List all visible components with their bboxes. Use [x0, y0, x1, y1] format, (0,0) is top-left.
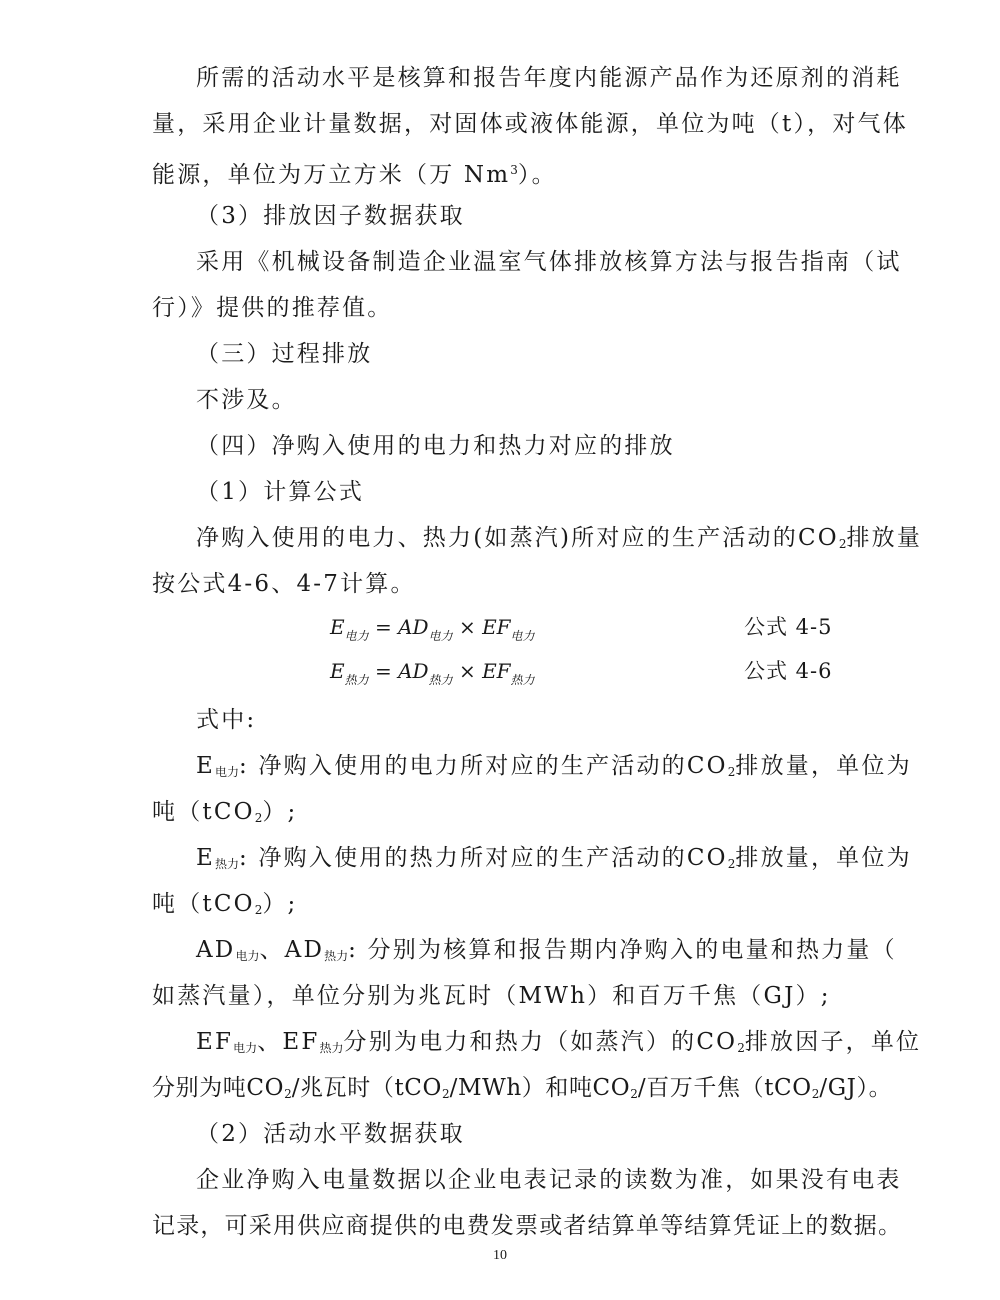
paragraph-line [196, 522, 923, 560]
subscript: 热力 [324, 949, 349, 963]
variable: AD [284, 937, 325, 963]
section-heading: （三）过程排放 [196, 341, 373, 367]
section-heading: （四）净购入使用的电力和热力对应的排放 [196, 433, 675, 459]
text-span: 排放因子，单位 [744, 1029, 922, 1055]
variable: AD [196, 937, 236, 963]
subscript: 2 [284, 1087, 292, 1101]
paragraph-line: 记录，可采用供应商提供的电费发票或者结算单等结算凭证上的数据。 [152, 1213, 903, 1239]
formula-times: × EF [452, 615, 511, 639]
definition-line [196, 750, 912, 788]
formula-label: 公式 4-6 [744, 659, 833, 683]
definition-line [196, 934, 897, 972]
subscript: 2 [441, 1087, 450, 1101]
text-span: /兆瓦时（tCO [291, 1075, 442, 1101]
variable: EF [196, 1029, 234, 1055]
paragraph-line: 量，采用企业计量数据，对固体或液体能源，单位为吨（t），对气体 [152, 111, 908, 137]
formula-electricity [330, 612, 535, 651]
text-span: ）。 [517, 162, 557, 188]
formula-subscript: 电力 [510, 629, 535, 643]
formula-subscript: 电力 [428, 629, 453, 643]
page-number: 10 [493, 1248, 507, 1263]
text-span: /MWh）和吨CO [449, 1075, 631, 1101]
subscript: 2 [737, 1041, 745, 1055]
section-heading: （3）排放因子数据获取 [196, 203, 465, 229]
formula-subscript: 电力 [344, 629, 369, 643]
superscript: 3 [510, 163, 518, 177]
text-span: 能源，单位为万立方米（万 Nm [152, 162, 511, 188]
formula-lhs: E [330, 615, 345, 639]
subscript: 电力 [215, 765, 240, 779]
subscript: 电力 [235, 949, 260, 963]
formula-subscript: 热力 [344, 673, 369, 687]
variable: E [196, 753, 215, 779]
definition-line [152, 796, 852, 834]
text-span: 吨（tCO [152, 891, 255, 917]
text-span: 吨（tCO [152, 799, 255, 825]
subscript: 2 [630, 1087, 638, 1101]
definition-line [196, 842, 912, 880]
text-span: /百万千焦（tCO [637, 1075, 812, 1101]
definition-line [152, 888, 852, 926]
text-span: 排放量，单位为 [735, 845, 912, 871]
formula-subscript: 热力 [510, 673, 535, 687]
paragraph-line: 企业净购入电量数据以企业电表记录的读数为准，如果没有电表 [196, 1167, 902, 1193]
formula-eq: = AD [368, 615, 429, 639]
text-span: 、 [259, 937, 285, 963]
paragraph-line: 所需的活动水平是核算和报告年度内能源产品作为还原剂的消耗 [196, 65, 902, 91]
subscript: 热力 [215, 857, 240, 871]
subscript: 2 [727, 765, 736, 779]
text-span: 、 [257, 1029, 283, 1055]
text-span: 分别为电力和热力（如蒸汽）的CO [343, 1029, 738, 1055]
formula-times: × EF [452, 659, 511, 683]
subscript: 2 [254, 811, 263, 825]
paragraph-line: 式中: [196, 707, 257, 733]
formula-eq: = AD [368, 659, 429, 683]
subscript: 2 [811, 1087, 820, 1101]
section-heading: （1）计算公式 [196, 479, 365, 505]
variable: EF [282, 1029, 320, 1055]
text-span: /GJ）。 [819, 1075, 893, 1101]
subscript: 2 [838, 537, 847, 551]
subscript: 2 [727, 857, 736, 871]
variable: E [196, 845, 215, 871]
definition-line: 如蒸汽量），单位分别为兆瓦时（MWh）和百万千焦（GJ）; [152, 983, 831, 1009]
formula-label: 公式 4-5 [744, 615, 833, 639]
text-span: 净购入使用的电力、热力(如蒸汽)所对应的生产活动的CO [196, 525, 839, 551]
text-span: ）; [262, 799, 298, 825]
paragraph-line: 按公式4-6、4-7计算。 [152, 571, 416, 597]
definition-line [196, 1026, 922, 1064]
subscript: 2 [254, 903, 263, 917]
formula-subscript: 热力 [428, 673, 453, 687]
paragraph-line: 不涉及。 [196, 387, 297, 413]
paragraph-line [152, 154, 852, 191]
section-heading: （2）活动水平数据获取 [196, 1121, 465, 1147]
text-span: 排放量，单位为 [735, 753, 912, 779]
text-span: ）; [262, 891, 298, 917]
formula-heat [330, 656, 535, 695]
subscript: 热力 [319, 1041, 344, 1055]
paragraph-line: 采用《机械设备制造企业温室气体排放核算方法与报告指南（试 [196, 249, 902, 275]
text-span: : 净购入使用的电力所对应的生产活动的CO [239, 753, 728, 779]
paragraph-line: 行）》提供的推荐值。 [152, 295, 393, 321]
text-span: : 净购入使用的热力所对应的生产活动的CO [239, 845, 728, 871]
text-span: : 分别为核算和报告期内净购入的电量和热力量（ [348, 937, 897, 963]
definition-line [152, 1072, 893, 1110]
text-span: 分别为吨CO [152, 1075, 285, 1101]
subscript: 电力 [233, 1041, 258, 1055]
formula-lhs: E [330, 659, 345, 683]
text-span: 排放量 [846, 525, 923, 551]
